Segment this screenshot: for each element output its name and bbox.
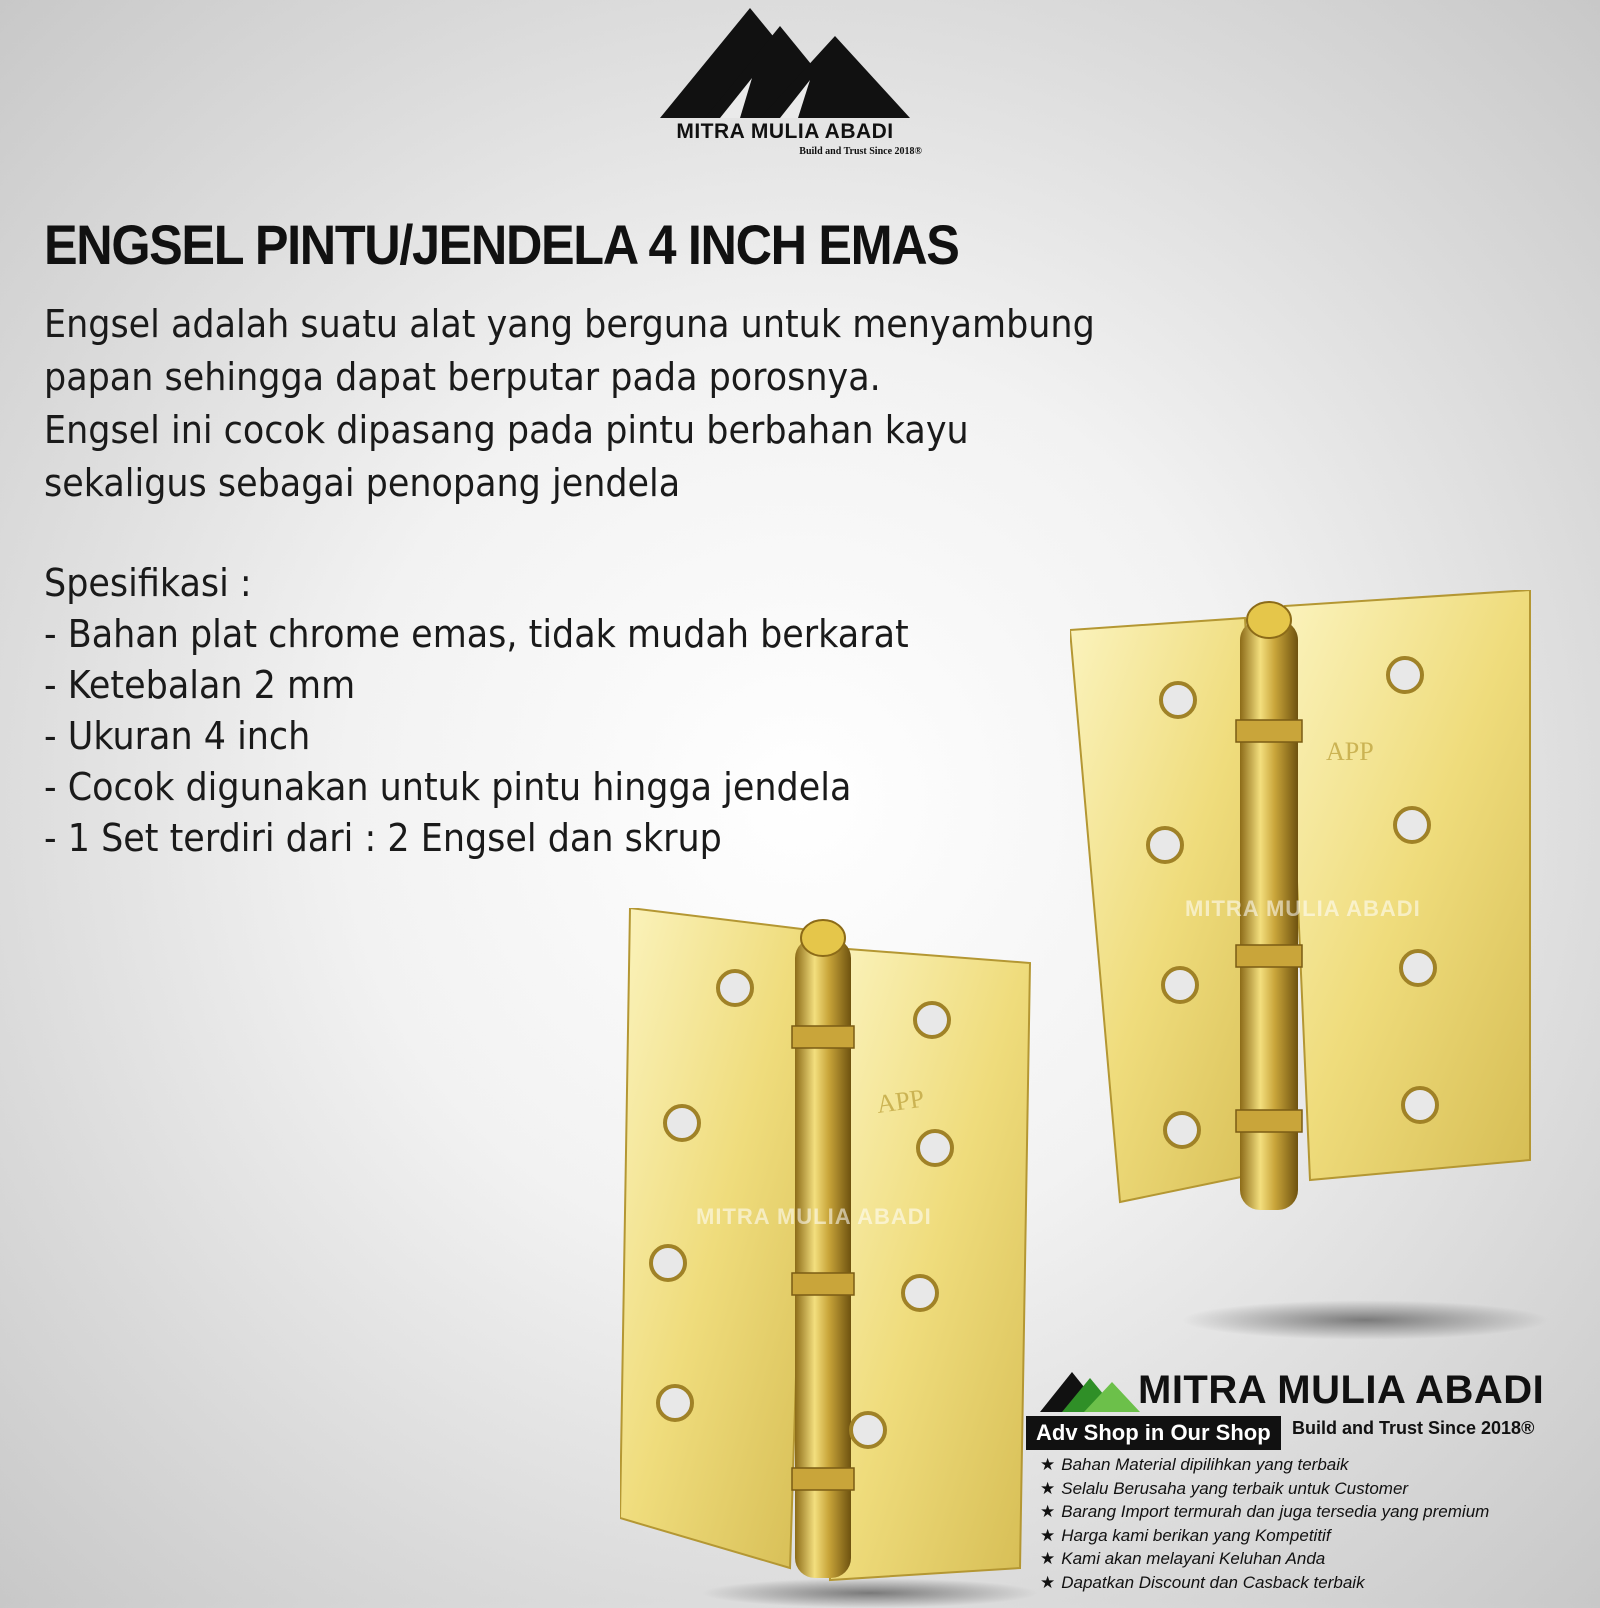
brand-tagline: Build and Trust Since 2018® bbox=[1292, 1418, 1535, 1438]
spec-item: - 1 Set terdiri dari : 2 Engsel dan skrup bbox=[44, 816, 722, 860]
brand-logo-top bbox=[660, 8, 930, 158]
star-icon: ★ bbox=[1040, 1549, 1056, 1568]
brand-name: MITRA MULIA ABADI bbox=[1138, 1368, 1545, 1412]
brand-name: MITRA MULIA ABADI bbox=[676, 120, 894, 143]
brand-tagline: Build and Trust Since 2018® bbox=[799, 146, 922, 157]
benefit-item: ★ Kami akan melayani Keluhan Anda bbox=[1040, 1549, 1326, 1568]
product-description bbox=[44, 298, 1294, 510]
star-icon: ★ bbox=[1040, 1478, 1056, 1498]
spec-list bbox=[44, 558, 1144, 864]
gold-hinge-image bbox=[1070, 590, 1550, 1310]
hinge-watermark: MITRA MULIA ABADI bbox=[696, 1204, 932, 1229]
star-icon: ★ bbox=[1040, 1525, 1056, 1545]
benefit-item: ★ Bahan Material dipilihkan yang terbaik bbox=[1040, 1455, 1349, 1474]
benefit-item: ★ Barang Import termurah dan juga tersedia yang premium bbox=[1040, 1502, 1490, 1521]
spec-item: - Ketebalan 2 mm bbox=[44, 663, 356, 707]
product-title: ENGSEL PINTU/JENDELA 4 INCH EMAS bbox=[44, 213, 959, 276]
description-line: sekaligus sebagai penopang jendela bbox=[44, 461, 681, 505]
shop-badge: Adv Shop in Our Shop bbox=[1026, 1416, 1281, 1450]
hinge-emboss: APP bbox=[1326, 737, 1374, 766]
benefit-item: ★ Harga kami berikan yang Kompetitif bbox=[1040, 1525, 1331, 1545]
gold-hinge-image bbox=[620, 908, 1040, 1598]
hinge-watermark: MITRA MULIA ABADI bbox=[1185, 896, 1421, 921]
description-line: Engsel adalah suatu alat yang berguna untuk menyambung bbox=[44, 302, 1095, 346]
spec-item: - Cocok digunakan untuk pintu hingga jendela bbox=[44, 765, 852, 809]
spec-item: - Bahan plat chrome emas, tidak mudah berkarat bbox=[44, 612, 909, 656]
star-icon: ★ bbox=[1040, 1455, 1056, 1474]
benefit-item: ★ Selalu Berusaha yang terbaik untuk Customer bbox=[1040, 1478, 1409, 1498]
mountain-logo-icon bbox=[660, 8, 910, 123]
star-icon: ★ bbox=[1040, 1572, 1056, 1592]
spec-header: Spesifikasi : bbox=[44, 561, 252, 605]
benefit-list bbox=[1040, 1453, 1489, 1594]
description-line: Engsel ini cocok dipasang pada pintu berbahan kayu bbox=[44, 408, 969, 452]
spec-item: - Ukuran 4 inch bbox=[44, 714, 311, 758]
description-line: papan sehingga dapat berputar pada porosnya. bbox=[44, 355, 881, 399]
hinge-emboss: APP bbox=[874, 1083, 927, 1119]
mountain-logo-green-icon bbox=[1040, 1370, 1140, 1415]
star-icon: ★ bbox=[1040, 1502, 1056, 1521]
benefit-item: ★ Dapatkan Discount dan Casback terbaik bbox=[1040, 1572, 1365, 1592]
